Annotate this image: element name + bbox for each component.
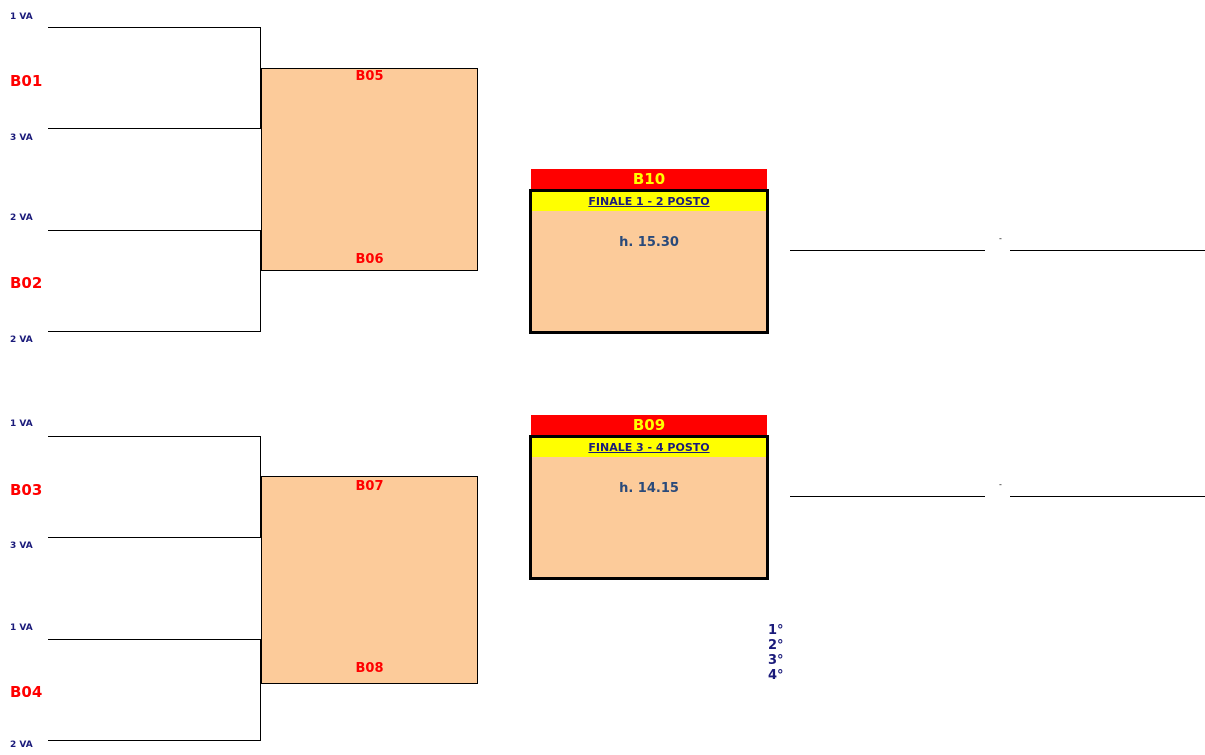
final-3-4-team-b-line bbox=[1010, 496, 1205, 497]
final-ranking bbox=[768, 623, 784, 683]
seed-label: 2 VA bbox=[10, 213, 33, 223]
seed-label: 2 VA bbox=[10, 740, 33, 750]
match-code-b08: B08 bbox=[355, 661, 384, 676]
bracket-line bbox=[48, 331, 261, 332]
seed-label: 3 VA bbox=[10, 541, 33, 551]
seed-label: 1 VA bbox=[10, 12, 33, 22]
bracket-line bbox=[48, 537, 261, 538]
final-3-4-team-a-line bbox=[790, 496, 985, 497]
bracket-line bbox=[48, 436, 261, 437]
final-3-4-score-separator: - bbox=[999, 480, 1002, 489]
rank-4: 4° bbox=[768, 668, 784, 683]
group-code: B01 bbox=[10, 72, 43, 90]
final-3-4-box bbox=[529, 435, 769, 580]
rank-2: 2° bbox=[768, 638, 784, 653]
group-code: B03 bbox=[10, 481, 43, 499]
final-1-2-title: FINALE 1 - 2 POSTO bbox=[532, 192, 766, 211]
semifinal-box-upper bbox=[261, 68, 478, 271]
seed-label: 1 VA bbox=[10, 419, 33, 429]
final-1-2-team-b-line bbox=[1010, 250, 1205, 251]
seed-label: 2 VA bbox=[10, 335, 33, 345]
final-3-4-code: B09 bbox=[531, 415, 767, 436]
bracket-line bbox=[48, 27, 261, 28]
match-code-b07: B07 bbox=[355, 479, 384, 494]
bracket-line bbox=[48, 128, 261, 129]
rank-1: 1° bbox=[768, 623, 784, 638]
semifinal-box-lower bbox=[261, 476, 478, 684]
bracket-line bbox=[48, 230, 261, 231]
bracket-line bbox=[48, 740, 261, 741]
seed-label: 3 VA bbox=[10, 133, 33, 143]
final-3-4-time: h. 14.15 bbox=[619, 481, 679, 496]
final-1-2-score-separator: - bbox=[999, 234, 1002, 243]
seed-label: 1 VA bbox=[10, 623, 33, 633]
final-1-2-time: h. 15.30 bbox=[619, 235, 679, 250]
match-code-b05: B05 bbox=[355, 69, 384, 84]
final-3-4-title: FINALE 3 - 4 POSTO bbox=[532, 438, 766, 457]
final-1-2-team-a-line bbox=[790, 250, 985, 251]
final-1-2-code: B10 bbox=[531, 169, 767, 190]
rank-3: 3° bbox=[768, 653, 784, 668]
final-1-2-box bbox=[529, 189, 769, 334]
bracket-line bbox=[48, 639, 261, 640]
group-code: B04 bbox=[10, 683, 43, 701]
match-code-b06: B06 bbox=[355, 252, 384, 267]
group-code: B02 bbox=[10, 274, 43, 292]
